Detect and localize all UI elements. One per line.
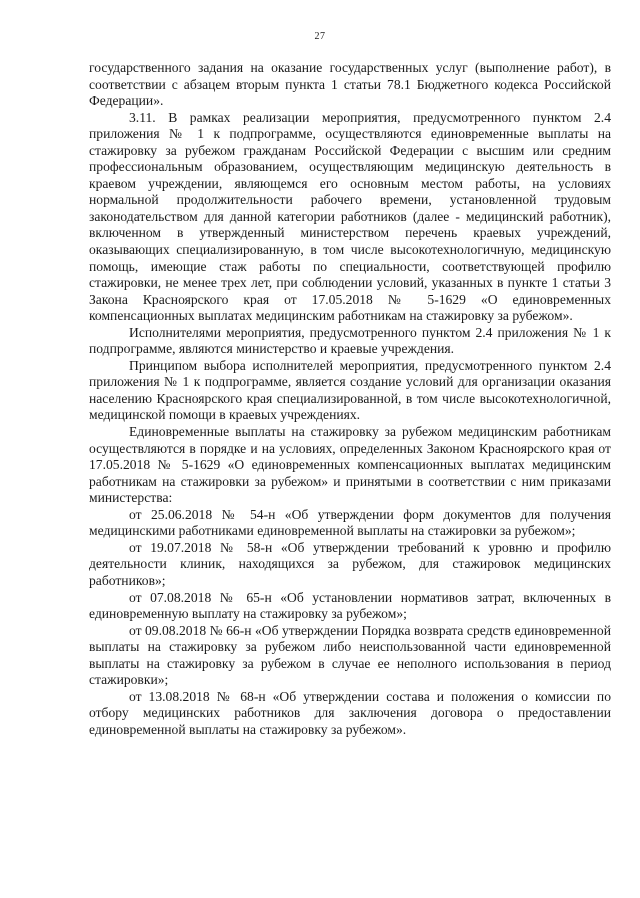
paragraph-payments-procedure: Единовременные выплаты на стажировку за рубежом медицинским работникам осуществляются в порядке и на условиях, определенных Законом Красноярского края от 17.05.2018 № 5-1629 «О единовременных компенсационных выплатах медицинским работникам на стажировки за рубежом» и принятыми в соответствии с ним приказами министерства:	[89, 424, 611, 506]
paragraph-continuation: государственного задания на оказание государственных услуг (выполнение работ), в соответствии с абзацем вторым пункта 1 статьи 78.1 Бюджетного кодекса Российской Федерации».	[89, 60, 611, 109]
paragraph-selection-principle: Принципом выбора исполнителей мероприятия, предусмотренного пунктом 2.4 приложения № 1 к подпрограмме, является создание условий для организации оказания населению Красноярского края специализированной, в том числе высокотехнологичной, медицинской помощи в краевых учреждениях.	[89, 357, 611, 423]
list-item-order-58n: от 19.07.2018 № 58-н «Об утверждении требований к уровню и профилю деятельности клиник, находящихся за рубежом, для стажировок медицинских работников»;	[89, 539, 611, 588]
list-item-order-54n: от 25.06.2018 № 54-н «Об утверждении форм документов для получения медицинскими работниками единовременной выплаты на стажировки за рубежом»;	[89, 506, 611, 539]
list-item-order-66n: от 09.08.2018 № 66-н «Об утверждении Порядка возврата средств единовременной выплаты на стажировку за рубежом либо неиспользованной части единовременной выплаты на стажировку за рубежом в случае ее неполного использования в период стажировки»;	[89, 622, 611, 688]
paragraph-3-11: 3.11. В рамках реализации мероприятия, предусмотренного пунктом 2.4 приложения № 1 к подпрограмме, осуществляются единовременные выплаты на стажировку за рубежом гражданам Российской Федерации с высшим или средним профессиональным образованием, осуществляющим медицинскую деятельность в краевом учреждении, являющемся его основным местом работы, на условиях нормальной продолжительности рабочего времени, установленной трудовым законодательством для данной категории работников (далее - медицинский работник), включенном в утвержденный министерством перечень краевых учреждений, оказывающих специализированную, в том числе высокотехнологичную, медицинскую помощь, имеющие стаж работы по специальности, соответствующей профилю стажировки, не менее трех лет, при соблюдении условий, указанных в пункте 1 статьи 3 Закона Красноярского края от 17.05.2018 № 5-1629 «О единовременных компенсационных выплатах медицинским работникам на стажировку за рубежом».	[89, 109, 611, 324]
document-body	[89, 60, 611, 738]
page-number: 27	[314, 31, 326, 42]
list-item-order-65n: от 07.08.2018 № 65-н «Об установлении нормативов затрат, включенных в единовременную выплату на стажировку за рубежом»;	[89, 589, 611, 622]
list-item-order-68n: от 13.08.2018 № 68-н «Об утверждении состава и положения о комиссии по отбору медицинских работников для заключения договора о предоставлении единовременной выплаты на стажировку за рубежом».	[89, 688, 611, 737]
paragraph-executors: Исполнителями мероприятия, предусмотренного пунктом 2.4 приложения № 1 к подпрограмме, являются министерство и краевые учреждения.	[89, 324, 611, 357]
